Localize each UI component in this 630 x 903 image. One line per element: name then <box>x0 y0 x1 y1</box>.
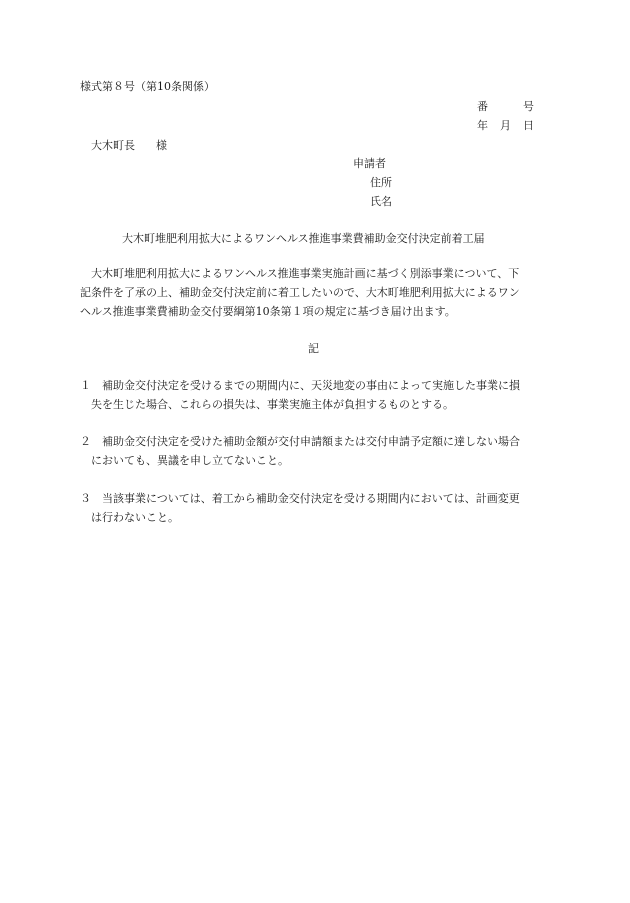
applicant-name-label: 氏名 <box>370 195 392 208</box>
date-day: 日 <box>523 119 534 132</box>
body-line-2: 記条件を了承の上、補助金交付決定前に着工したいので、大木町堆肥利用拡大によるワン <box>80 286 520 299</box>
number-suffix: 号 <box>523 100 534 113</box>
document-title: 大木町堆肥利用拡大によるワンヘルス推進事業費補助金交付決定前着工届 <box>122 232 485 245</box>
condition-item-1 <box>80 376 550 414</box>
condition-number: ２ <box>80 435 91 448</box>
date-month: 月 <box>500 119 511 132</box>
condition-item-3 <box>80 489 550 527</box>
condition-number: ３ <box>80 492 91 505</box>
addressee-name: 大木町長 <box>91 139 135 152</box>
date-year: 年 <box>477 119 488 132</box>
addressee-honorific: 様 <box>156 139 167 152</box>
condition-number: １ <box>80 379 91 392</box>
condition-item-2 <box>80 432 550 470</box>
applicant-address-label: 住所 <box>370 176 392 189</box>
body-line-3: ヘルス推進事業費補助金交付要綱第10条第１項の規定に基づき届け出ます。 <box>80 305 456 318</box>
condition-text-cont: においても、異議を申し立てないこと。 <box>91 454 289 467</box>
body-line-1: 大木町堆肥利用拡大によるワンヘルス推進事業実施計画に基づく別添事業について、下 <box>91 267 520 280</box>
condition-text-cont: 失を生じた場合、これらの損失は、事業実施主体が負担するものとする。 <box>91 398 454 411</box>
applicant-header: 申請者 <box>353 157 386 170</box>
condition-text: 当該事業については、着工から補助金交付決定を受ける期間内においては、計画変更 <box>102 492 520 505</box>
condition-text-cont: は行わないこと。 <box>91 511 179 524</box>
number-label: 番 <box>477 100 488 113</box>
form-number: 様式第８号（第10条関係） <box>80 80 215 93</box>
condition-text: 補助金交付決定を受けた補助金額が交付申請額または交付申請予定額に達しない場合 <box>102 435 520 448</box>
condition-text: 補助金交付決定を受けるまでの期間内に、天災地変の事由によって実施した事業に損 <box>102 379 520 392</box>
ki-heading: 記 <box>308 342 319 355</box>
